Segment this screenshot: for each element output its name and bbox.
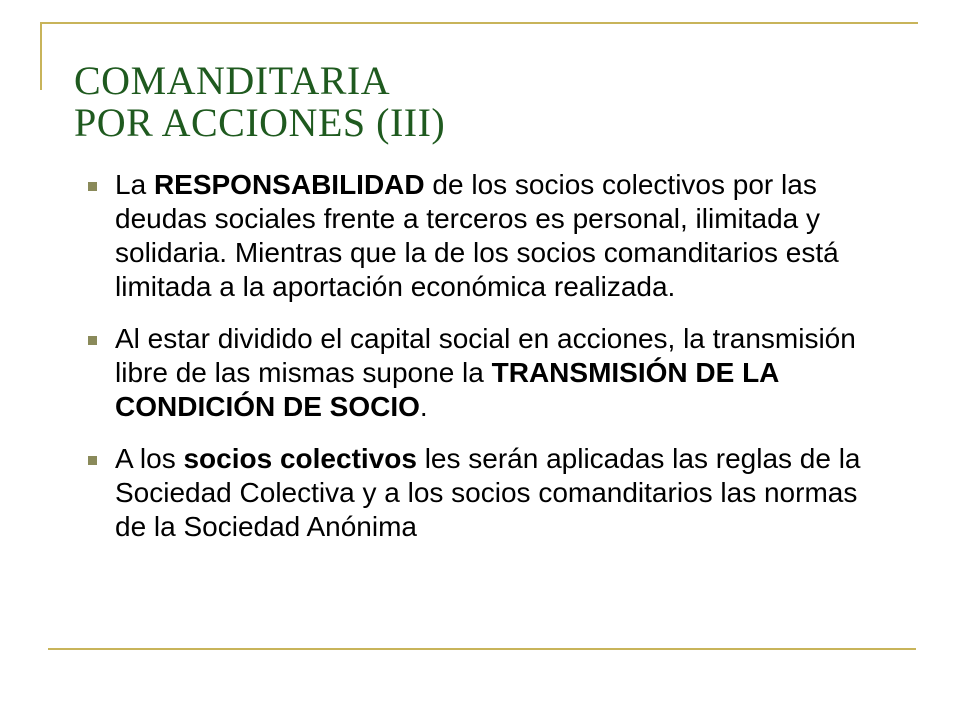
bullet-text-post: de los socios colectivos por las deudas sociales frente a terceros es personal, ilimitada y solidaria. Mientras que la de los socios comanditarios está limitada a la aportación económica realizada.: [115, 169, 839, 302]
bullet-item-socios-colectivos: [88, 442, 878, 544]
slide-title-line-2: POR ACCIONES (III): [74, 100, 446, 145]
frame-bottom-line: [48, 648, 916, 650]
frame-top-line: [40, 22, 918, 24]
slide-title-line-1: COMANDITARIA: [74, 58, 391, 103]
bullet-text-bold: RESPONSABILIDAD: [153, 169, 425, 200]
square-bullet-icon: [88, 336, 97, 345]
slide-title: [74, 60, 445, 144]
bullet-text-pre: La: [115, 169, 154, 200]
square-bullet-icon: [88, 456, 97, 465]
bullet-text-post: .: [419, 391, 428, 422]
square-bullet-icon: [88, 182, 97, 191]
frame-left-line: [40, 22, 42, 90]
bullet-text-pre: Al estar dividido el capital social en acciones, la transmisión libre de las mismas supone la: [115, 323, 856, 388]
bullet-item-responsabilidad: [88, 168, 878, 304]
bullet-text-bold: socios colectivos: [183, 443, 417, 474]
bullet-text-pre: A los: [115, 443, 184, 474]
bullet-item-transmision: [88, 322, 878, 424]
bullet-text-post: les serán aplicadas las reglas de la Sociedad Colectiva y a los socios comanditarios las normas de la Sociedad Anónima: [115, 443, 861, 542]
bullet-text-bold: TRANSMISIÓN DE LA CONDICIÓN DE SOCIO: [115, 357, 779, 422]
bullet-list: [88, 168, 878, 562]
